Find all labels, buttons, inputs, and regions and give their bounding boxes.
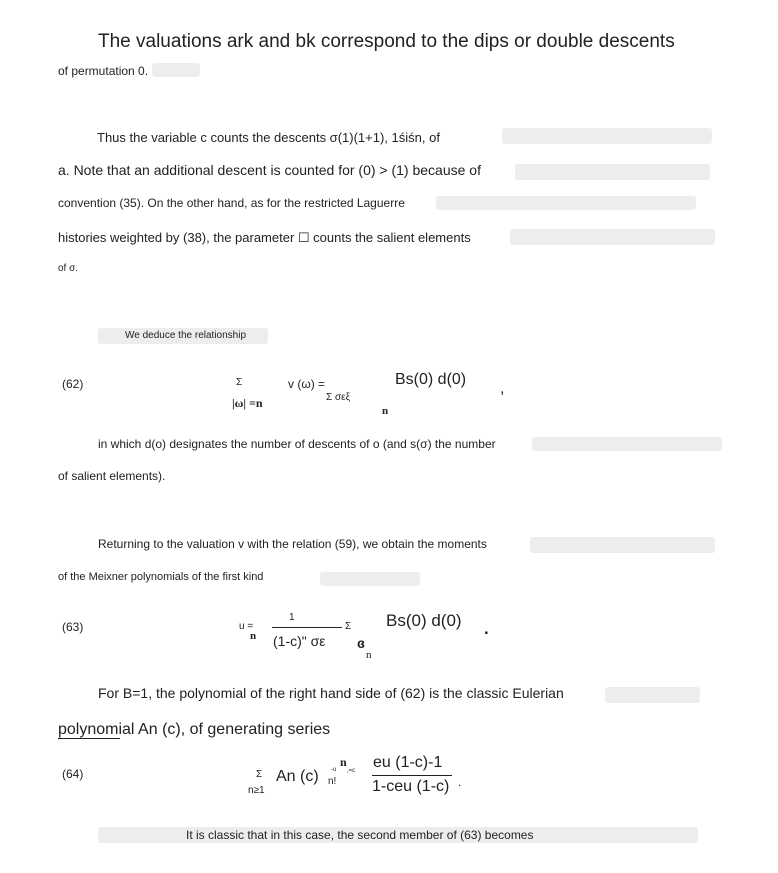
sum-symbol: Σ [256, 769, 263, 780]
text-line-8: We deduce the relationship [125, 330, 247, 341]
text-line-12: of the Meixner polynomials of the first kind [58, 571, 264, 583]
scan-artifact [532, 437, 722, 451]
sum-subscript-n: n [366, 649, 372, 661]
factorial-term: n! [328, 776, 337, 787]
fraction-numerator: 1 [289, 612, 295, 623]
moment-symbol: u = [239, 621, 254, 632]
text-underline [58, 738, 120, 739]
text-line-10: of salient elements). [58, 469, 166, 483]
fraction-denominator: (1-c)" σε [273, 633, 326, 649]
sum-subscript: ɞ [357, 635, 365, 651]
moment-subscript: n [250, 630, 257, 642]
scan-artifact [510, 229, 715, 245]
equation-rhs: Bs(0) d(0) [386, 611, 462, 630]
power-superscript: n [340, 755, 347, 769]
equation-number-64: (64) [62, 767, 84, 781]
sum-subscript: n≥1 [248, 785, 265, 796]
text-line-7: of σ. [58, 263, 79, 274]
text-line-15: It is classic that in this case, the second member of (63) becomes [186, 828, 534, 842]
sum-symbol: Σ [236, 377, 243, 388]
sum-symbol: Σ [345, 621, 352, 632]
scan-artifact [530, 537, 715, 553]
text-line-6: histories weighted by (38), the parameter ☐ counts the salient elements [58, 230, 471, 245]
scan-artifact [502, 128, 712, 144]
equation-trailing-comma: , [500, 380, 505, 397]
text-line-2: of permutation 0. [58, 64, 149, 78]
fraction-bar [372, 775, 452, 776]
equation-number-63: (63) [62, 620, 84, 634]
fraction-denominator: 1-ceu (1-c) [372, 778, 450, 795]
fraction-numerator: eu (1-c)-1 [373, 754, 443, 771]
text-line-9: in which d(o) designates the number of descents of o (and s(σ) the number [98, 437, 496, 451]
sum-symbol-2: Σ σεξ [326, 392, 351, 403]
text-line-11: Returning to the valuation v with the relation (59), we obtain the moments [98, 537, 487, 551]
scan-artifact [515, 164, 710, 180]
text-line-4: a. Note that an additional descent is counted for (0) > (1) because of [58, 162, 481, 178]
text-line-14: polynomial An (c), of generating series [58, 721, 331, 738]
text-line-5: convention (35). On the other hand, as for the restricted Laguerre [58, 196, 405, 210]
scan-artifact [436, 196, 696, 210]
text-line-13: For B=1, the polynomial of the right hand side of (62) is the classic Eulerian [98, 685, 564, 701]
scan-artifact [605, 687, 700, 703]
text-line-3: Thus the variable c counts the descents σ(1)(1+1), 1śiśn, of [97, 130, 440, 145]
scan-artifact [152, 63, 200, 77]
equation-lhs: v (ω) = [288, 377, 326, 391]
equation-trailing-period: . [458, 775, 462, 789]
sum-subscript-2: n [382, 405, 389, 417]
sum-subscript: |ω| =n [232, 396, 263, 410]
equation-rhs: Bs(0) d(0) [395, 371, 467, 388]
text-line-1: The valuations ark and bk correspond to the dips or double descents [98, 31, 675, 52]
scan-artifact [320, 572, 420, 586]
small-mark: -u [331, 767, 337, 773]
fraction-bar [272, 627, 342, 628]
equation-trailing-period: . [484, 619, 489, 638]
equation-number-62: (62) [62, 377, 84, 391]
polynomial-term: An (c) [276, 768, 319, 785]
small-mark: ,=c [347, 768, 356, 774]
